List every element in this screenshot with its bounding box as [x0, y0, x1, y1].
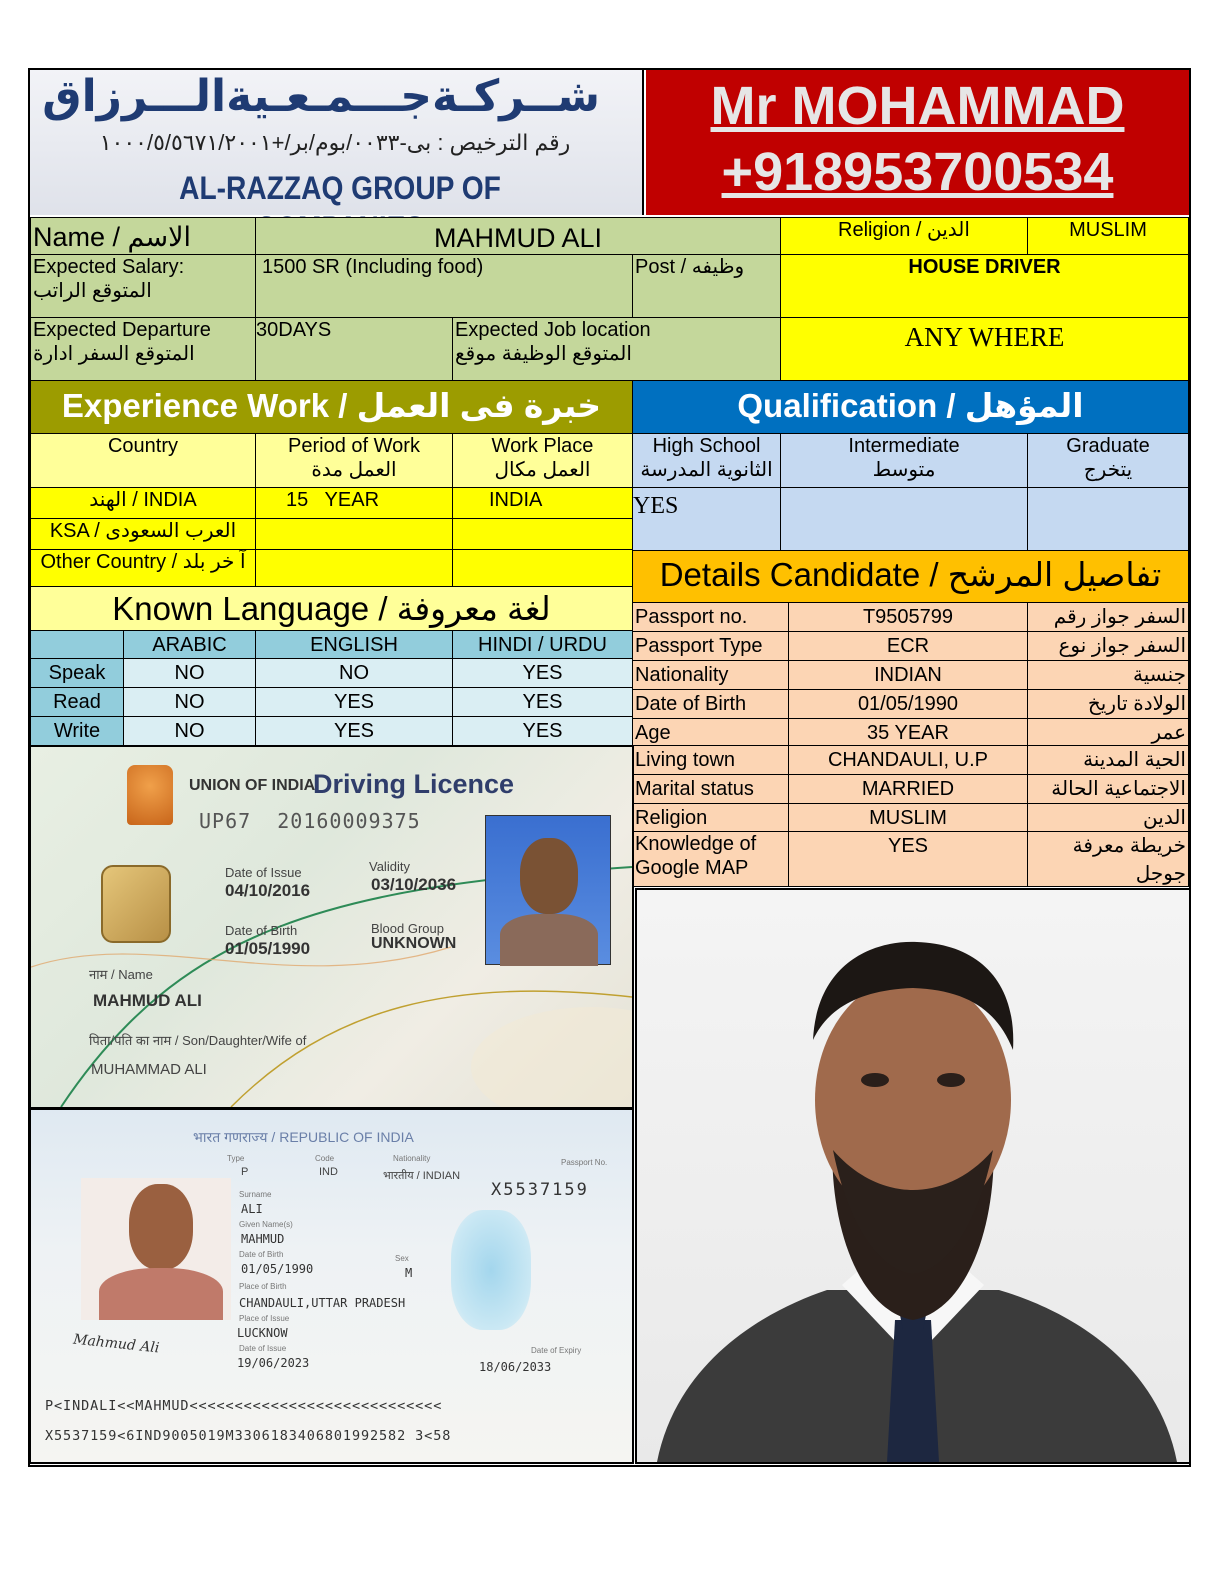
candidate-photo [635, 888, 1191, 1464]
language-title: Known Language / لغة معروفة [30, 586, 633, 631]
licence-name: MAHMUD ALI [93, 991, 202, 1010]
lang-row-label: Read [30, 687, 124, 717]
exp-row-period: 15 YEAR [255, 487, 453, 519]
ashoka-emblem-icon [127, 765, 173, 825]
lang-corner [30, 630, 124, 659]
licence-chip-icon [101, 865, 171, 943]
exp-row-country: KSA / العرب السعودى [30, 518, 256, 550]
detail-label-arabic: السفر جواز رقم [1027, 602, 1189, 632]
licence-issue-date: 04/10/2016 [225, 881, 311, 900]
candidate-portrait [637, 890, 1189, 1462]
passport-surname: ALI [241, 1202, 263, 1216]
passport-nationality: भारतीय / INDIAN [383, 1170, 461, 1182]
passport-number: X5537159 [491, 1180, 589, 1200]
passport-given: MAHMUD [241, 1232, 285, 1246]
lang-col-english: ENGLISH [255, 630, 453, 659]
passport-doe: 18/06/2033 [479, 1360, 552, 1374]
location-label [452, 317, 781, 381]
passport-given-label: Given Name(s) [239, 1220, 293, 1229]
departure-label-ar: المتوقع السفر ادارة [33, 343, 195, 365]
lang-cell: NO [123, 658, 256, 688]
passport-surname-label: Surname [239, 1190, 272, 1199]
passport-number-label: Passport No. [561, 1158, 608, 1167]
licence-face [520, 838, 578, 914]
religion-label: Religion / الدين [780, 217, 1028, 255]
detail-label: Passport no. [632, 602, 789, 632]
passport-type: P [241, 1166, 249, 1178]
licence-name-label: नाम / Name [89, 967, 153, 982]
detail-value: 01/05/1990 [788, 689, 1028, 719]
detail-label: Living town [632, 745, 789, 775]
passport-mrz-line-2: X5537159<6IND9005019M3306183406801992582 3<58 [45, 1428, 452, 1444]
company-name-arabic: شــركـةجـــمـعـيةالـــرزاق [42, 72, 600, 121]
exp-col-country: Country [30, 433, 256, 488]
company-name-english: AL-RAZZAQ GROUP OF [179, 170, 501, 206]
licence-parent-label: पिता/पति का नाम / Son/Daughter/Wife of [89, 1033, 307, 1048]
lang-cell: NO [255, 658, 453, 688]
passport-pob: CHANDAULI,UTTAR PRADESH [239, 1296, 406, 1310]
passport-doi-label: Date of Issue [239, 1344, 287, 1353]
qual-grad-value [1027, 487, 1189, 551]
detail-label-arabic: الاجتماعية الحالة [1027, 774, 1189, 804]
detail-label-arabic: الدين [1027, 803, 1189, 832]
exp-row-period [255, 518, 453, 550]
passport-signature: Mahmud Ali [72, 1331, 161, 1357]
detail-label-arabic: جنسية [1027, 660, 1189, 690]
contact-phone: +918953700534 [721, 142, 1114, 202]
detail-value: 35 YEAR [788, 718, 1028, 746]
lang-cell: YES [452, 716, 633, 746]
departure-value: 30DAYS [255, 317, 453, 381]
passport-dob-label: Date of Birth [239, 1250, 284, 1259]
lang-col-arabic: ARABIC [123, 630, 256, 659]
detail-value: CHANDAULI, U.P [788, 745, 1028, 775]
passport-ghost-photo [451, 1210, 531, 1330]
passport-doe-label: Date of Expiry [531, 1346, 582, 1355]
salary-label-en: Expected Salary: [33, 256, 185, 278]
exp-row-country: الهند / INDIA [30, 487, 256, 519]
qual-col-graduate: Graduate يتخرج [1027, 433, 1189, 488]
driving-licence-image [29, 745, 634, 1109]
experience-title: Experience Work / خبرة فى العمل [30, 380, 633, 434]
detail-value: T9505799 [788, 602, 1028, 632]
lang-cell: NO [123, 687, 256, 717]
passport-pob-label: Place of Birth [239, 1282, 287, 1291]
licence-title: Driving Licence [313, 769, 515, 799]
passport-sex: M [405, 1266, 413, 1280]
detail-label-arabic: السفر جواز نوع [1027, 631, 1189, 661]
detail-value: ECR [788, 631, 1028, 661]
detail-label: Religion [632, 803, 789, 832]
passport-poi-label: Place of Issue [239, 1314, 290, 1323]
lang-row-label: Write [30, 716, 124, 746]
exp-row-period [255, 549, 453, 587]
passport-dob: 01/05/1990 [241, 1262, 314, 1276]
lang-cell: YES [255, 716, 453, 746]
passport-mrz-line-1: P<INDALI<<MAHMUD<<<<<<<<<<<<<<<<<<<<<<<<<<<< [45, 1398, 443, 1414]
licence-dob: 01/05/1990 [225, 939, 311, 958]
licence-shoulders [500, 914, 598, 966]
detail-label: Nationality [632, 660, 789, 690]
lang-cell: YES [452, 687, 633, 717]
exp-col-place: Work Place العمل مكال [452, 433, 633, 488]
license-number: رقم الترخيص : بى-٠٠٣٣/بوم/بر/+١٠٠٠/٥/٥٦٧١/٢٠٠١ [99, 130, 571, 155]
lang-cell: YES [255, 687, 453, 717]
exp-col-period: Period of Work العمل مدة [255, 433, 453, 488]
detail-value: INDIAN [788, 660, 1028, 690]
qual-col-high: High School الثانوية المدرسة [632, 433, 781, 488]
licence-validity-label: Validity [369, 859, 410, 874]
details-title: Details Candidate / تفاصيل المرشح [632, 550, 1189, 603]
licence-issuer: UNION OF INDIA [189, 777, 316, 794]
lang-cell: YES [452, 658, 633, 688]
exp-row-country: Other Country / آ خر بلد [30, 549, 256, 587]
lang-cell: NO [123, 716, 256, 746]
departure-label [30, 317, 256, 381]
detail-label-arabic: عمر [1027, 718, 1189, 746]
detail-label: Knowledge of Google MAP [632, 831, 789, 887]
location-label-en: Expected Job location [455, 319, 651, 341]
location-value: ANY WHERE [780, 317, 1189, 381]
licence-issue-label: Date of Issue [225, 865, 302, 880]
detail-value: MARRIED [788, 774, 1028, 804]
name-value: MAHMUD ALI [255, 217, 781, 255]
licence-validity-date: 03/10/2036 [371, 875, 457, 894]
salary-value: 1500 SR (Including food) [255, 254, 633, 318]
post-value: HOUSE DRIVER [780, 254, 1189, 318]
name-label: Name / الاسم [30, 217, 256, 255]
passport-face [129, 1184, 193, 1270]
passport-type-label: Type [227, 1154, 245, 1163]
detail-label-arabic: الولادة تاريخ [1027, 689, 1189, 719]
passport-sex-label: Sex [395, 1254, 409, 1263]
licence-holder-photo [485, 815, 611, 965]
detail-label: Age [632, 718, 789, 746]
passport-nationality-label: Nationality [393, 1154, 431, 1163]
exp-row-place [452, 518, 633, 550]
passport-shoulders [99, 1268, 223, 1320]
exp-row-place: INDIA [452, 487, 633, 519]
location-label-ar: المتوقع الوظيفة موقع [455, 343, 632, 365]
passport-header: भारत गणराज्य / REPUBLIC OF INDIA [193, 1129, 414, 1145]
qual-col-intermediate: Intermediate متوسط [780, 433, 1028, 488]
post-label: Post / وظيفه [632, 254, 781, 318]
detail-value: MUSLIM [788, 803, 1028, 832]
exp-row-place [452, 549, 633, 587]
detail-value: YES [788, 831, 1028, 887]
licence-number: UP67 20160009375 [199, 809, 421, 833]
detail-label: Passport Type [632, 631, 789, 661]
salary-label-ar: المتوقع الراتب [33, 280, 152, 302]
lang-col-hindi: HINDI / URDU [452, 630, 633, 659]
detail-label-arabic: الحية المدينة [1027, 745, 1189, 775]
contact-name: Mr MOHAMMAD [710, 76, 1125, 136]
passport-holder-photo [81, 1178, 231, 1320]
contact-box [646, 70, 1189, 215]
company-logo [30, 70, 644, 215]
passport-code: IND [319, 1166, 338, 1178]
detail-label: Marital status [632, 774, 789, 804]
passport-code-label: Code [315, 1154, 335, 1163]
passport-doi: 19/06/2023 [237, 1356, 310, 1370]
licence-blood-label: Blood Group [371, 921, 444, 936]
departure-label-en: Expected Departure [33, 319, 211, 341]
licence-parent: MUHAMMAD ALI [91, 1061, 207, 1078]
qualification-title: Qualification / المؤهل [632, 380, 1189, 434]
salary-label [30, 254, 256, 318]
licence-dob-label: Date of Birth [225, 923, 298, 938]
licence-blood: UNKNOWN [371, 935, 457, 952]
passport-poi: LUCKNOW [237, 1326, 288, 1340]
detail-label: Date of Birth [632, 689, 789, 719]
religion-value: MUSLIM [1027, 217, 1189, 255]
detail-label-arabic: خريطة معرفة جوجل [1027, 831, 1189, 887]
qual-inter-value [780, 487, 1028, 551]
lang-row-label: Speak [30, 658, 124, 688]
passport-image [29, 1108, 634, 1464]
qual-high-value: YES [632, 487, 781, 551]
